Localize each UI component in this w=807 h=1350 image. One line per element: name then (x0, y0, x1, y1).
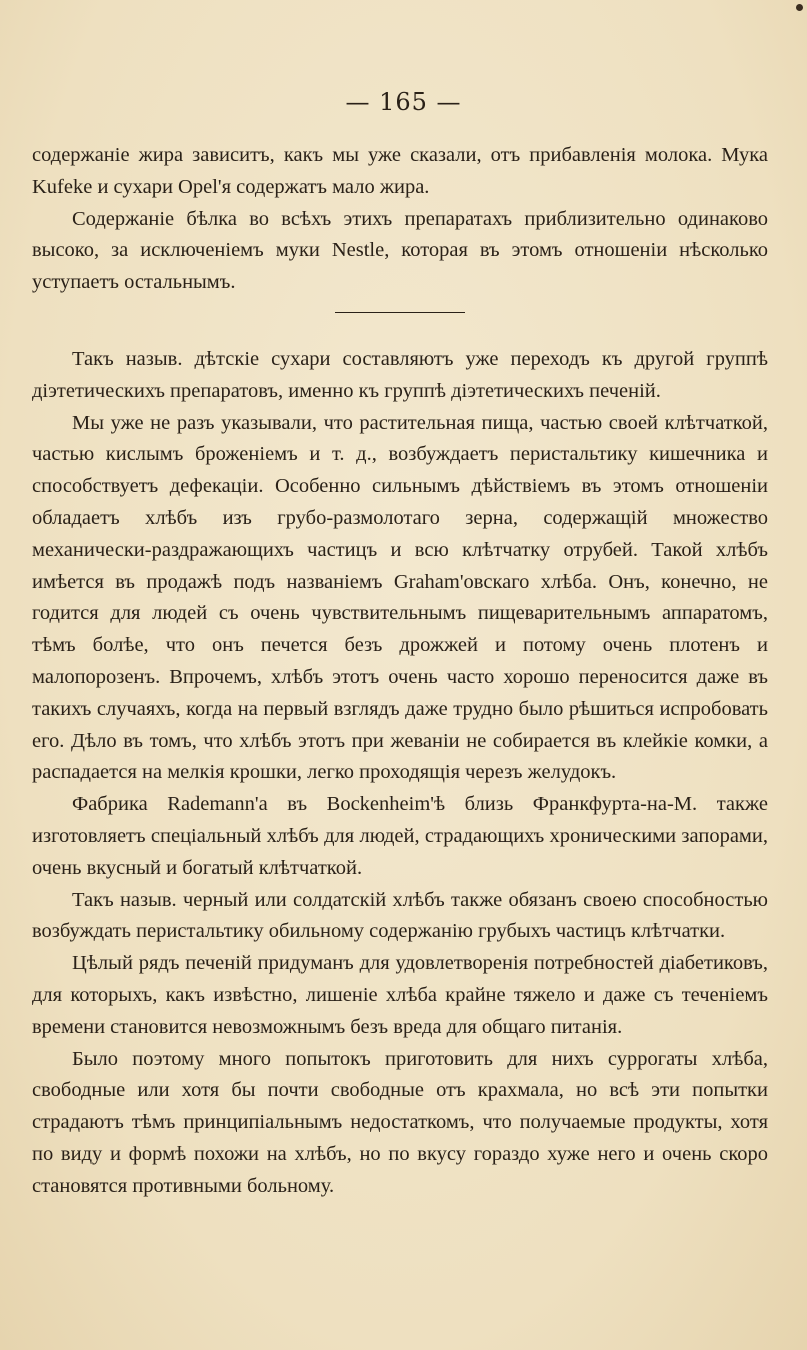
paragraph: Содержаніе бѣлка во всѣхъ этихъ препаратахъ приблизительно одинаково высоко, за исключеніемъ муки Nestle, которая въ этомъ отношеніи нѣсколько уступаетъ остальнымъ. (32, 207, 768, 294)
page-number: — 165 — (345, 88, 462, 116)
paragraph: Было поэтому много попытокъ приготовить для нихъ суррогаты хлѣба, свободные или хотя бы почти свободные отъ крахмала, но всѣ эти попытки страдаютъ тѣмъ принципіальнымъ недостаткомъ, что получаемые продукты, хотя по виду и формѣ похожи на хлѣбъ, но по вкусу гораздо хуже него и очень скоро становятся противными больному. (32, 1047, 768, 1197)
paragraph: Цѣлый рядъ печеній придуманъ для удовлетворенія потребностей діабетиковъ, для которыхъ, какъ извѣстно, лишеніе хлѣба крайне тяжело и даже съ теченіемъ времени становится невозможнымъ безъ вреда для общаго питанія. (32, 952, 768, 1038)
paragraph: Мы уже не разъ указывали, что растительная пища, частью своей клѣтчаткой, частью кислымъ броженіемъ и т. д., возбуждаетъ перистальтику кишечника и способствуетъ дефекаціи. Особенно сильнымъ дѣйствіемъ въ этомъ отношеніи обладаетъ хлѣбъ изъ грубо-размолотаго зерна, содержащій множество механически-раздражающихъ частицъ и всю клѣтчатку отрубей. Такой хлѣбъ имѣется въ продажѣ подъ названіемъ Graham'овскаго хлѣба. Онъ, конечно, не годится для людей съ очень чувствительнымъ пищеварительнымъ аппаратомъ, тѣмъ болѣе, что онъ печется безъ дрожжей и потому очень плотенъ и малопорозенъ. Впрочемъ, хлѣбъ этотъ очень часто хорошо переносится даже въ такихъ случаяхъ, когда на первый взглядъ даже трудно было рѣшиться испробовать его. Дѣло въ томъ, что хлѣбъ этотъ при жеваніи не собирается въ клейкіе комки, а распадается на мелкія крошки, легко проходящія черезъ желудокъ. (32, 411, 768, 784)
ink-spot (796, 4, 803, 11)
page-text (32, 140, 768, 1203)
section-divider (335, 312, 465, 313)
paragraph: Такъ назыв. черный или солдатскій хлѣбъ также обязанъ своею способностью возбуждать перистальтику обильному содержанію грубыхъ частицъ клѣтчатки. (32, 888, 768, 943)
paragraph: Такъ назыв. дѣтскіе сухари составляютъ уже переходъ къ другой группѣ діэтетическихъ препаратовъ, именно къ группѣ діэтетическихъ печеній. (32, 347, 768, 402)
paragraph: Фабрика Rademann'а въ Bockenheim'ѣ близь Франкфурта-на-М. также изготовляетъ спеціальный хлѣбъ для людей, страдающихъ хроническими запорами, очень вкусный и богатый клѣтчаткой. (32, 793, 768, 879)
paragraph: содержаніе жира зависитъ, какъ мы уже сказали, отъ прибавленія молока. Мука Kufeke и сухари Opel'я содержатъ мало жира. (32, 144, 768, 198)
